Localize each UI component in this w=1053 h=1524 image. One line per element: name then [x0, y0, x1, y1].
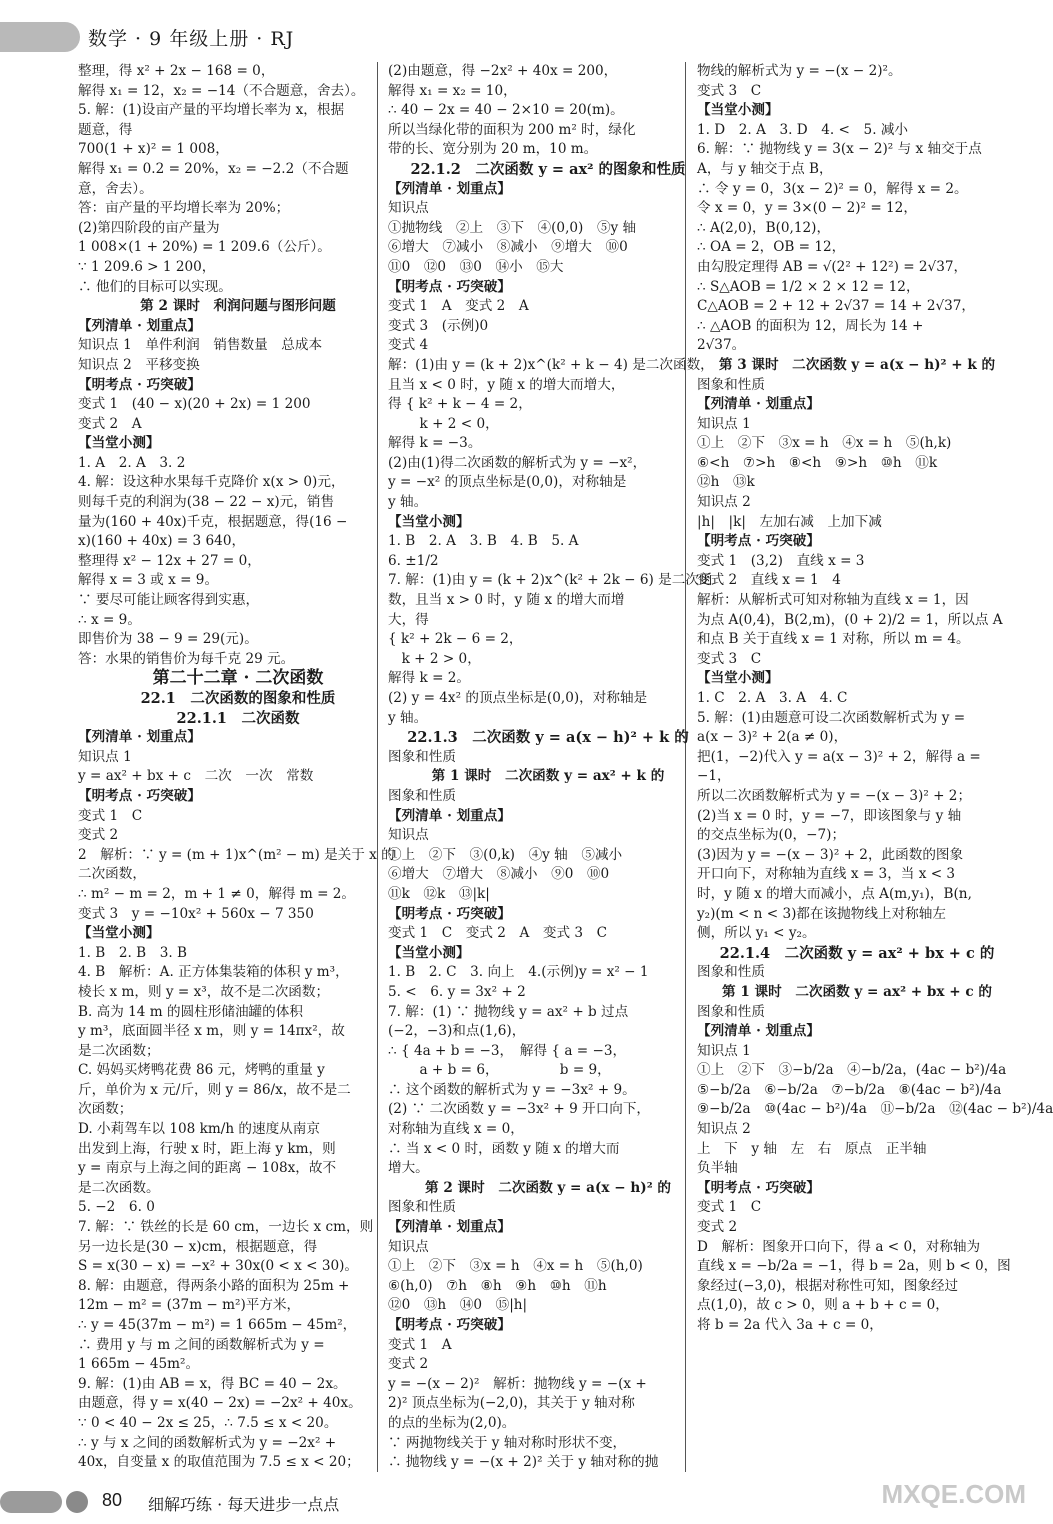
answer-line: −1， [697, 768, 731, 785]
answer-line: ⑥(h,0) ⑦h ⑧h ⑨h ⑩h ⑪h [388, 1277, 607, 1294]
answer-line: ①上 ②下 ③x = h ④x = h ⑤(h,k) [697, 435, 952, 452]
answer-line: 带的长、宽分别为 20 m，10 m。 [388, 141, 598, 158]
answer-line: 【明考点 · 巧突破】 [697, 533, 820, 550]
answer-line: 整理得 x² − 12x + 27 = 0， [78, 552, 261, 569]
answer-line: ∴ 40 − 2x = 40 − 2×10 = 20(m)。 [388, 102, 624, 119]
answer-line: 变式 1 A 变式 2 A [388, 298, 529, 315]
answer-line: 知识点 2 [697, 494, 751, 511]
answer-line: 变式 1 (3,2) 直线 x = 3 [697, 552, 865, 569]
answer-column-2 [388, 62, 714, 1473]
answer-line: ∵ 1 209.6 > 1 200， [78, 258, 216, 275]
answer-line: 解得 k = 2。 [388, 670, 471, 687]
answer-line: ∴ 这个函数的解析式为 y = −3x² + 9。 [388, 1081, 636, 1098]
answer-line: (2)由(1)得二次函数的解析式为 y = −x²， [388, 454, 647, 471]
answer-line: 6. ±1/2 [388, 552, 439, 569]
answer-line: ①上 ②下 ③−b/2a ④−b/2a，(4ac − b²)/4a [697, 1062, 1007, 1079]
answer-line: 所以二次函数解析式为 y = −(x − 3)² + 2； [697, 787, 972, 804]
answer-line: 由题意，得 y = x(40 − 2x) = −2x² + 40x。 [78, 1395, 362, 1412]
answer-line: 【当堂小测】 [388, 944, 470, 961]
answer-line: 棱长 x m，则 y = x³，故不是二次函数； [78, 983, 330, 1000]
answer-line: A，与 y 轴交于点 B， [697, 160, 833, 177]
answer-line: 且当 x < 0 时，y 随 x 的增大而增大， [388, 376, 625, 393]
answer-line: a + b = 6， b = 9， [388, 1062, 611, 1079]
answer-line: 变式 3 y = −10x² + 560x − 7 350 [78, 905, 314, 922]
answer-line: ⑨−b/2a ⑩(4ac − b²)/4a ⑪−b/2a ⑫(4ac − b²)/4a [697, 1101, 1053, 1118]
answer-line: 是二次函数。 [78, 1179, 160, 1196]
answer-line: 变式 3 C [697, 650, 762, 667]
answer-line: 1. A 2. A 3. 2 [78, 454, 186, 471]
answer-line: (2)第四阶段的亩产量为 [78, 219, 220, 236]
answer-line: 1 665m − 45m²。 [78, 1356, 200, 1373]
answer-line: 知识点 [388, 1238, 429, 1255]
answer-line: 22.1 二次函数的图象和性质 [140, 690, 336, 707]
footer-dot [66, 1491, 88, 1513]
answer-line: ∴ OA = 2，OB = 12， [697, 239, 846, 256]
footer-pill [0, 1491, 62, 1513]
answer-line: 解得 x₁ = 12，x₂ = −14（不合题意，舍去）。 [78, 82, 365, 99]
answer-line: 7. 解：(1) ∵ 抛物线 y = ax² + b 过点 [388, 1003, 629, 1020]
answer-line: ⑥增大 ⑦增大 ⑧减小 ⑨0 ⑩0 [388, 866, 610, 883]
answer-line: 的交点坐标为(0，−7)； [697, 827, 846, 844]
answer-line: 答：亩产量的平均增长率为 20%； [78, 200, 290, 217]
answer-line: y = 南京与上海之间的距离 − 108x，故不 [78, 1160, 337, 1177]
answer-line: 物线的解析式为 y = −(x − 2)²。 [697, 63, 902, 79]
answer-line: 解得 x₁ = 0.2 = 20%，x₂ = −2.2（不合题 [78, 160, 349, 177]
answer-line: 【明考点 · 巧突破】 [78, 376, 201, 393]
answer-line: B. 高为 14 m 的圆柱形储油罐的体积 [78, 1003, 303, 1020]
page-number: 80 [102, 1490, 123, 1510]
answer-line: 【当堂小测】 [697, 670, 779, 687]
answer-line: 2√37。 [697, 337, 746, 354]
answer-line: 变式 1 C 变式 2 A 变式 3 C [388, 925, 608, 942]
answer-line: 第 2 课时 利润问题与图形问题 [140, 298, 336, 315]
answer-line: ∴ 令 y = 0，3(x − 2)² = 0，解得 x = 2。 [697, 180, 968, 197]
answer-line: C△AOB = 2 + 12 + 2√37 = 14 + 2√37， [697, 298, 976, 315]
answer-column-3 [697, 62, 1053, 1336]
answer-line: 二次函数， [78, 866, 146, 883]
answer-line: ①上 ②下 ③x = h ④x = h ⑤(h,0) [388, 1258, 643, 1275]
answer-line: y 轴。 [388, 494, 428, 511]
answer-line: 上 下 y 轴 左 右 原点 正半轴 [697, 1140, 927, 1157]
answer-line: 4. 解：设这种水果每千克降价 x(x > 0)元， [78, 474, 345, 491]
answer-line: 次函数； [78, 1101, 133, 1118]
answer-line: ∴ 他们的目标可以实现。 [78, 278, 232, 295]
answer-line: C. 妈妈买烤鸭花费 86 元，烤鸭的重量 y [78, 1062, 325, 1079]
answer-line: 开口向下，对称轴为直线 x = 3，当 x < 3 [697, 866, 956, 883]
answer-line: 数，且当 x > 0 时，y 随 x 的增大而增 [388, 592, 625, 609]
answer-line: 象经过(−3,0)，根据对称性可知，图象经过 [697, 1277, 959, 1294]
answer-line: 把(1，−2)代入 y = a(x − 3)² + 2，解得 a = [697, 748, 981, 765]
answer-line: ⑤−b/2a ⑥−b/2a ⑦−b/2a ⑧(4ac − b²)/4a [697, 1081, 1002, 1098]
answer-line: 【列清单 · 划重点】 [78, 317, 201, 334]
answer-line: 【当堂小测】 [697, 102, 779, 119]
answer-line: 和点 B 关于直线 x = 1 对称，所以 m = 4。 [697, 631, 970, 648]
answer-line: 22.1.3 二次函数 y = a(x − h)² + k 的 [407, 729, 689, 747]
answer-line: 直线 x = −b/2a = −1，得 b = 2a，则 b < 0，图 [697, 1258, 1011, 1275]
answer-line: 1 008×(1 + 20%) = 1 209.6（公斤）。 [78, 239, 331, 256]
answer-line: 【列清单 · 划重点】 [697, 396, 820, 413]
answer-line: 图象和性质 [388, 748, 456, 765]
answer-line: 量为(160 + 40x)千克，根据题意，得(16 − [78, 513, 348, 530]
answer-line: 【明考点 · 巧突破】 [388, 905, 511, 922]
answer-line: ⑪k ⑫k ⑬|k| [388, 885, 490, 902]
answer-line: 对称轴为直线 x = 0， [388, 1121, 524, 1138]
answer-line: S = x(30 − x) = −x² + 30x(0 < x < 30)。 [78, 1258, 359, 1275]
answer-line: 【明考点 · 巧突破】 [78, 787, 201, 804]
answer-line: 2 解析：∵ y = (m + 1)x^(m² − m) 是关于 x 的 [78, 846, 395, 863]
answer-line: D. 小莉驾车以 108 km/h 的速度从南京 [78, 1121, 320, 1138]
answer-line: ∴ A(2,0)，B(0,12)， [697, 219, 831, 236]
answer-line: 2)² 顶点坐标为(−2,0)，其关于 y 轴对称 [388, 1395, 635, 1412]
answer-line: 22.1.4 二次函数 y = ax² + bx + c 的 [719, 944, 995, 962]
answer-line: 【当堂小测】 [78, 925, 160, 942]
answer-line: 即售价为 38 − 9 = 29(元)。 [78, 631, 258, 648]
running-header: 数学 · 9 年级上册 · RJ [88, 28, 295, 50]
answer-line: 【列清单 · 划重点】 [78, 729, 201, 746]
answer-line: 解析：从解析式可知对称轴为直线 x = 1，因 [697, 592, 969, 609]
answer-line: 另一边长是(30 − x)cm，根据题意，得 [78, 1238, 318, 1255]
answer-line: 7. 解：∵ 铁丝的长是 60 cm，一边长 x cm，则 [78, 1219, 374, 1236]
answer-line: 题意，得 [78, 121, 133, 138]
answer-line: 变式 4 [388, 337, 429, 354]
answer-line: 5. 解：(1)由题意可设二次函数解析式为 y = [697, 709, 966, 726]
answer-line: 第二十二章 · 二次函数 [152, 668, 324, 689]
answer-line: 6. 解：∵ 抛物线 y = 3(x − 2)² 与 x 轴交于点 [697, 141, 982, 158]
answer-line: 知识点 1 [697, 1042, 751, 1059]
answer-line: 22.1.1 二次函数 [176, 709, 300, 727]
answer-line: 知识点 1 [697, 415, 751, 432]
answer-line: 第 1 课时 二次函数 y = ax² + k 的 [431, 768, 665, 785]
answer-line: 变式 3 C [697, 82, 762, 99]
answer-line: (2)由题意，得 −2x² + 40x = 200， [388, 63, 618, 79]
answer-line: 出发到上海，行驶 x 时，距上海 y km，则 [78, 1140, 336, 1157]
answer-line: |h| |k| 左加右减 上加下减 [697, 513, 882, 530]
answer-line: ∴ m² − m = 2，m + 1 ≠ 0，解得 m = 2。 [78, 885, 356, 902]
answer-line: 增大。 [388, 1160, 429, 1177]
answer-line: 大，得 [388, 611, 429, 628]
answer-line: { k² + 2k − 6 = 2， [388, 631, 523, 648]
answer-line: 图象和性质 [697, 376, 765, 393]
answer-line: y = −x² 的顶点坐标是(0,0)，对称轴是 [388, 474, 627, 491]
answer-line: 第 3 课时 二次函数 y = a(x − h)² + k 的 [718, 356, 996, 373]
answer-line: y₂)(m < n < 3)都在该抛物线上对称轴左 [697, 905, 946, 922]
answer-line: 的点的坐标为(2,0)。 [388, 1414, 516, 1431]
answer-line: D 解析：图象开口向下，得 a < 0，对称轴为 [697, 1238, 981, 1255]
watermark: MXQE.COM [881, 1479, 1026, 1509]
answer-line: 1. B 2. C 3. 向上 4.(示例)y = x² − 1 [388, 964, 649, 981]
answer-line: 侧，所以 y₁ < y₂。 [697, 925, 816, 942]
answer-line: 700(1 + x)² = 1 008， [78, 141, 229, 158]
answer-line: y = ax² + bx + c 二次 一次 常数 [78, 768, 314, 785]
answer-line: 是二次函数； [78, 1042, 160, 1059]
answer-line: 【列清单 · 划重点】 [697, 1023, 820, 1040]
answer-line: 5. < 6. y = 3x² + 2 [388, 983, 526, 1000]
answer-line: 点(1,0)，故 c > 0，则 a + b + c = 0， [697, 1297, 949, 1314]
answer-line: 40x，自变量 x 的取值范围为 7.5 ≤ x < 20； [78, 1454, 360, 1471]
answer-line: ∴ 费用 y 与 m 之间的函数解析式为 y = [78, 1336, 325, 1353]
answer-line: 5. 解：(1)设亩产量的平均增长率为 x，根据 [78, 102, 345, 119]
answer-line: 知识点 2 平移变换 [78, 356, 200, 373]
answer-line: ⑫0 ⑬h ⑭0 ⑮|h| [388, 1297, 528, 1314]
footer-brand: 细解巧练 · 每天进步一点点 [148, 1495, 340, 1514]
answer-line: 所以当绿化带的面积为 200 m² 时，绿化 [388, 121, 636, 138]
answer-line: 1. D 2. A 3. D 4. < 5. 减小 [697, 121, 909, 138]
answer-line: ∴ y 与 x 之间的函数解析式为 y = −2x² + [78, 1434, 337, 1451]
answer-line: 为点 A(0,4)，B(2,m)，(0 + 2)/2 = 1，所以点 A [697, 611, 1003, 628]
answer-line: 斤，单价为 x 元/斤，则 y = 86/x，故不是二 [78, 1081, 351, 1098]
answer-line: (2)当 x = 0 时，y = −7，即该图象与 y 轴 [697, 807, 962, 824]
answer-line: 【当堂小测】 [78, 435, 160, 452]
answer-line: 解得 x = 3 或 x = 9。 [78, 572, 219, 589]
answer-line: 【列清单 · 划重点】 [388, 807, 511, 824]
answer-line: 1. C 2. A 3. A 4. C [697, 690, 848, 706]
answer-line: ∵ 两抛物线关于 y 轴对称时形状不变， [388, 1434, 627, 1451]
answer-line: 时，y 随 x 的增大而减小，点 A(m,y₁)，B(n, [697, 885, 972, 902]
answer-line: 变式 1 C [697, 1199, 762, 1216]
answer-line: 解：(1)由 y = (k + 2)x^(k² + k − 4) 是二次函数， [388, 356, 714, 373]
answer-line: 图象和性质 [697, 964, 765, 981]
answer-line: (2) ∵ 二次函数 y = −3x² + 9 开口向下， [388, 1101, 651, 1118]
answer-line: 知识点 [388, 827, 429, 844]
answer-line: y m³，底面圆半径 x m，则 y = 14πx²，故 [78, 1023, 345, 1040]
answer-line: 第 1 课时 二次函数 y = ax² + bx + c 的 [722, 983, 992, 1000]
answer-line: ⑥增大 ⑦减小 ⑧减小 ⑨增大 ⑩0 [388, 239, 628, 256]
answer-line: 【列清单 · 划重点】 [388, 180, 511, 197]
answer-line: (2) y = 4x² 的顶点坐标是(0,0)，对称轴是 [388, 690, 648, 706]
answer-line: 将 b = 2a 代入 3a + c = 0， [697, 1317, 883, 1333]
answer-line: 意，舍去）。 [78, 180, 153, 197]
answer-line: ∴ △AOB 的面积为 12，周长为 14 + [697, 317, 924, 334]
header-tab [0, 22, 80, 52]
answer-line: 变式 2 [388, 1356, 429, 1373]
answer-line: 变式 1 C [78, 807, 143, 824]
answer-line: ⑪0 ⑫0 ⑬0 ⑭小 ⑮大 [388, 258, 564, 275]
answer-line: 7. 解：(1)由 y = (k + 2)x^(k² + 2k − 6) 是二次函 [388, 572, 713, 589]
answer-line: 图象和性质 [697, 1003, 765, 1020]
answer-line: 解得 k = −3。 [388, 435, 482, 452]
answer-line: (−2，−3)和点(1,6)， [388, 1023, 526, 1040]
answer-line: 1. B 2. B 3. B [78, 944, 188, 961]
answer-line: 【当堂小测】 [388, 513, 470, 530]
answer-line: 图象和性质 [388, 1199, 456, 1216]
answer-line: 知识点 [388, 200, 429, 217]
answer-line: 变式 2 A [78, 415, 142, 432]
answer-line: 变式 3 (示例)0 [388, 317, 489, 334]
answer-line: 答：水果的销售价为每千克 29 元。 [78, 650, 295, 667]
answer-line: 【明考点 · 巧突破】 [697, 1179, 820, 1196]
answer-line: 第 2 课时 二次函数 y = a(x − h)² 的 [425, 1179, 671, 1196]
answer-line: 图象和性质 [388, 787, 456, 804]
answer-line: ∴ x = 9。 [78, 611, 141, 628]
answer-line: 负半轴 [697, 1160, 738, 1177]
answer-line: 由勾股定理得 AB = √(2² + 12²) = 2√37， [697, 258, 968, 275]
answer-line: ⑥<h ⑦>h ⑧<h ⑨>h ⑩h ⑪k [697, 454, 938, 471]
answer-line: 4. B 解析：A. 正方体集装箱的体积 y m³， [78, 964, 349, 981]
answer-line: ①上 ②下 ③(0,k) ④y 轴 ⑤减小 [388, 846, 623, 863]
answer-line: (3)因为 y = −(x − 3)² + 2，此函数的图象 [697, 846, 964, 863]
answer-line: 令 x = 0，y = 3×(0 − 2)² = 12， [697, 200, 917, 217]
answer-line: 变式 2 直线 x = 1 4 [697, 572, 841, 589]
answer-line: ⑫h ⑬k [697, 474, 755, 491]
answer-line: k + 2 < 0， [388, 415, 499, 432]
answer-line: 变式 2 [697, 1219, 738, 1236]
answer-line: 变式 2 [78, 827, 119, 844]
answer-line: ①抛物线 ②上 ③下 ④(0,0) ⑤y 轴 [388, 219, 637, 236]
answer-line: ∴ y = 45(37m − m²) = 1 665m − 45m²， [78, 1317, 357, 1333]
answer-line: 22.1.2 二次函数 y = ax² 的图象和性质 [410, 160, 686, 178]
answer-line: 解得 x₁ = x₂ = 10， [388, 82, 517, 99]
answer-line: 5. −2 6. 0 [78, 1199, 155, 1216]
answer-line: 知识点 1 单件利润 销售数量 总成本 [78, 337, 323, 354]
answer-line: ∴ 当 x < 0 时，函数 y 随 x 的增大而 [388, 1140, 620, 1157]
answer-line: 8. 解：由题意，得两条小路的面积为 25m + [78, 1277, 350, 1294]
answer-line: 变式 1 (40 − x)(20 + 2x) = 1 200 [78, 396, 311, 413]
answer-line: ∴ S△AOB = 1/2 × 2 × 12 = 12， [697, 278, 920, 295]
answer-line: 整理，得 x² + 2x − 168 = 0， [78, 63, 275, 79]
answer-line: 9. 解：(1)由 AB = x，得 BC = 40 − 2x。 [78, 1375, 347, 1392]
answer-line: a(x − 3)² + 2(a ≠ 0)， [697, 729, 848, 746]
answer-line: 则每千克的利润为(38 − 22 − x)元，销售 [78, 494, 335, 511]
answer-line: 12m − m² = (37m − m²)平方米， [78, 1297, 301, 1314]
answer-line: ∴ 抛物线 y = −(x + 2)² 关于 y 轴对称的抛 [388, 1454, 659, 1471]
answer-line: 得 { k² + k − 4 = 2， [388, 396, 532, 413]
answer-line: 变式 1 A [388, 1336, 452, 1353]
answer-line: y 轴。 [388, 709, 428, 726]
answer-line: ∵ 要尽可能让顾客得到实惠， [78, 592, 260, 609]
answer-line: 【明考点 · 巧突破】 [388, 278, 511, 295]
answer-line: y = −(x − 2)² 解析：抛物线 y = −(x + [388, 1375, 647, 1392]
answer-line: ∴ { 4a + b = −3， 解得 { a = −3， [388, 1042, 627, 1059]
answer-line: 1. B 2. A 3. B 4. B 5. A [388, 533, 579, 550]
answer-column-1 [78, 62, 398, 1473]
answer-line: ∵ 0 < 40 − 2x ≤ 25，∴ 7.5 ≤ x < 20。 [78, 1414, 338, 1431]
answer-line: 知识点 1 [78, 748, 132, 765]
answer-line: x)(160 + 40x) = 3 640， [78, 533, 246, 550]
answer-line: 知识点 2 [697, 1121, 751, 1138]
answer-line: 【列清单 · 划重点】 [388, 1219, 511, 1236]
answer-line: 【明考点 · 巧突破】 [388, 1317, 511, 1333]
answer-line: k + 2 > 0， [388, 650, 481, 667]
